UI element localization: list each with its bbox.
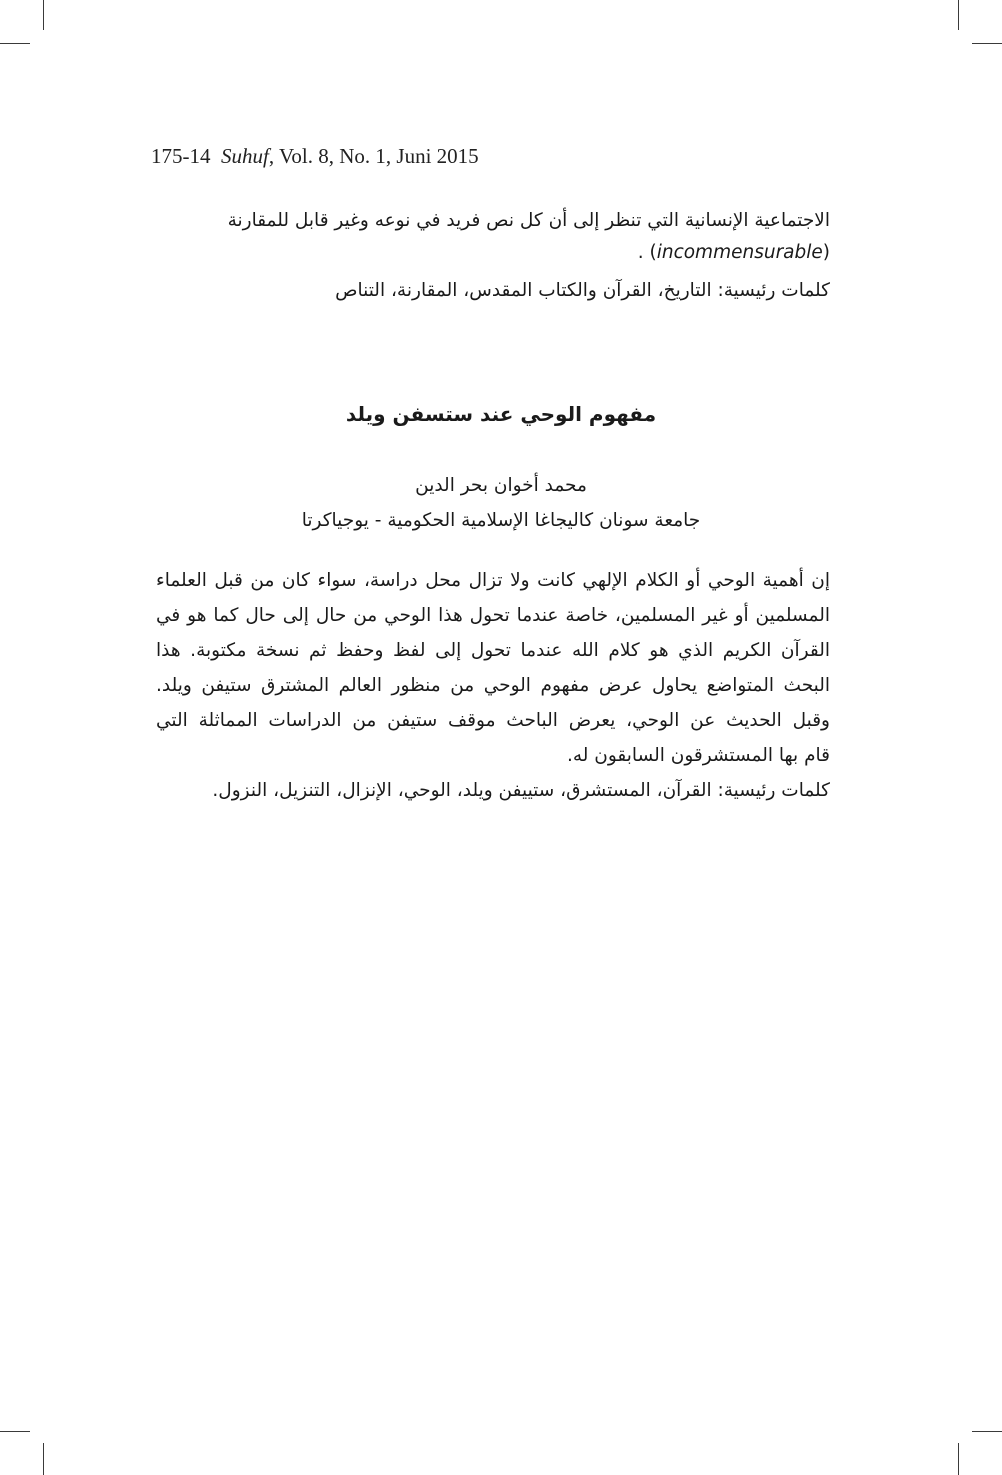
- abstract-line-6: قام بها المستشرقون السابقون له.: [566, 745, 830, 766]
- incommensurable-term: incommensurable: [656, 242, 823, 263]
- running-header: [151, 144, 479, 169]
- crop-mark-top-left-vertical: [43, 0, 44, 30]
- previous-keywords-text: كلمات رئيسية: التاريخ، القرآن والكتاب المقدس، المقارنة، التناص: [335, 280, 830, 301]
- crop-mark-bottom-left-vertical: [43, 1443, 44, 1475]
- crop-mark-bottom-right-horizontal: [972, 1431, 1002, 1432]
- article-affiliation: جامعة سونان كاليجاغا الإسلامية الحكومية - يوجياكرتا: [301, 510, 701, 531]
- crop-mark-top-left-horizontal: [0, 43, 30, 44]
- journal-citation: , Vol. 8, No. 1, Juni 2015: [268, 144, 479, 168]
- abstract-line-4: البحث المتواضع يحاول عرض مفهوم الوحي من منظور العالم المشترق ستيفن ويلد.: [156, 675, 830, 696]
- abstract-line-1: إن أهمية الوحي أو الكلام الإلهي كانت ولا تزال محل دراسة، سواء كان من قبل العلماء: [156, 570, 830, 591]
- previous-keywords: [335, 282, 830, 301]
- journal-name: Suhuf: [221, 144, 269, 168]
- page-range: 175-14: [151, 144, 211, 168]
- previous-abstract-line-2: [638, 244, 830, 263]
- article-keywords: كلمات رئيسية: القرآن، المستشرق، ستييفن ويلد، الوحي، الإنزال، التنزيل، النزول.: [212, 780, 830, 801]
- abstract-line-2: المسلمين أو غير المسلمين، خاصة عندما تحول هذا الوحي من حال إلى حال كما هو في: [156, 605, 830, 626]
- crop-mark-bottom-left-horizontal: [0, 1431, 30, 1432]
- abstract-line-5: وقبل الحديث عن الوحي، يعرض الباحث موقف ستيفن من الدراسات المماثلة التي: [156, 710, 830, 731]
- previous-abstract-text: الاجتماعية الإنسانية التي تنظر إلى أن كل نص فريد في نوعه وغير قابل للمقارنة: [227, 210, 830, 231]
- crop-mark-top-right-vertical: [958, 0, 959, 30]
- crop-mark-top-right-horizontal: [972, 43, 1002, 44]
- previous-abstract-line-1: [228, 212, 830, 231]
- previous-abstract-line-2-suffix: ): [822, 242, 830, 263]
- abstract-line-3: القرآن الكريم الذي هو كلام الله عندما تحول إلى لفظ وحفظ ثم نسخة مكتوبة. هذا: [156, 640, 830, 661]
- article-author: محمد أخوان بحر الدين: [415, 475, 587, 496]
- crop-mark-bottom-right-vertical: [958, 1443, 959, 1475]
- previous-abstract-line-2-prefix: . (: [637, 242, 657, 263]
- article-title: مفهوم الوحي عند ستسفن ويلد: [345, 402, 657, 426]
